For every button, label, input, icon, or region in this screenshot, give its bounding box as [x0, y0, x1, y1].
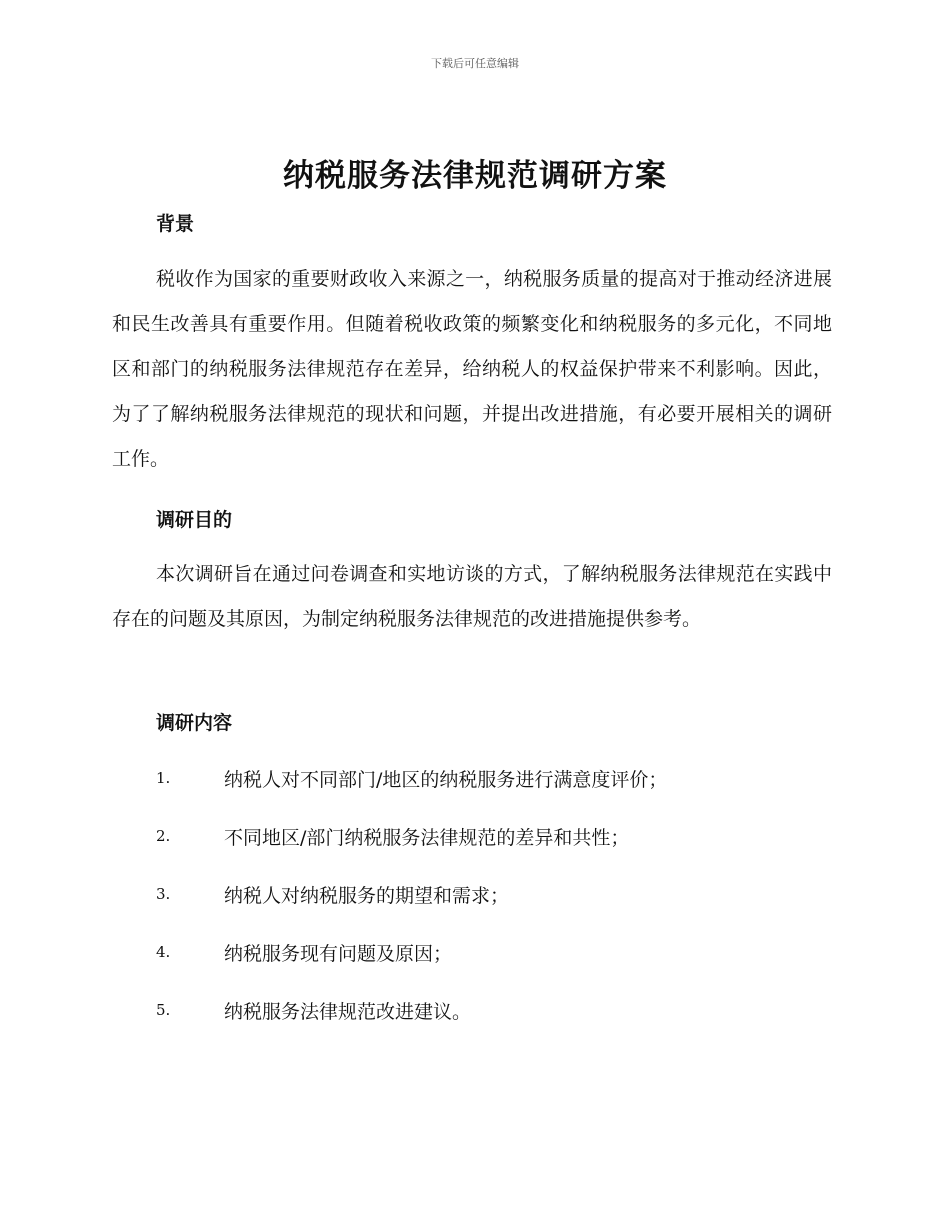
list-item: [0, 987, 950, 1045]
list-item-text: 纳税服务现有问题及原因；: [224, 943, 453, 965]
list-item-number: 1.: [156, 769, 171, 787]
list-item-number: 2.: [156, 827, 171, 845]
list-item: [0, 871, 950, 929]
list-item-text: 纳税人对不同部门/地区的纳税服务进行满意度评价；: [224, 769, 668, 791]
background-paragraph: 税收作为国家的重要财政收入来源之一，纳税服务质量的提高对于推动经济进展和民生改善具有重要作用。但随着税收政策的频繁变化和纳税服务的多元化，不同地区和部门的纳税服务法律规范存在差异，给纳税人的权益保护带来不利影响。因此，为了了解纳税服务法律规范的现状和问题，并提出改进措施，有必要开展相关的调研工作。: [112, 268, 832, 470]
list-item-number: 4.: [156, 943, 171, 961]
list-item-number: 5.: [156, 1001, 171, 1019]
list-item-text: 不同地区/部门纳税服务法律规范的差异和共性；: [224, 827, 630, 849]
research-content-list: [0, 755, 950, 1045]
list-item: [0, 755, 950, 813]
section-heading-content: 调研内容: [156, 712, 233, 734]
list-item-text: 纳税服务法律规范改进建议。: [224, 1001, 472, 1023]
section-heading-purpose: 调研目的: [156, 509, 233, 531]
purpose-paragraph: 本次调研旨在通过问卷调查和实地访谈的方式，了解纳税服务法律规范在实践中存在的问题及其原因，为制定纳税服务法律规范的改进措施提供参考。: [112, 563, 832, 630]
list-item: [0, 813, 950, 871]
document-title: 纳税服务法律规范调研方案: [283, 158, 667, 194]
list-item-number: 3.: [156, 885, 171, 903]
list-item: [0, 929, 950, 987]
section-heading-background: 背景: [156, 213, 195, 235]
list-item-text: 纳税人对纳税服务的期望和需求；: [224, 885, 510, 907]
header-note: 下载后可任意编辑: [431, 57, 519, 70]
